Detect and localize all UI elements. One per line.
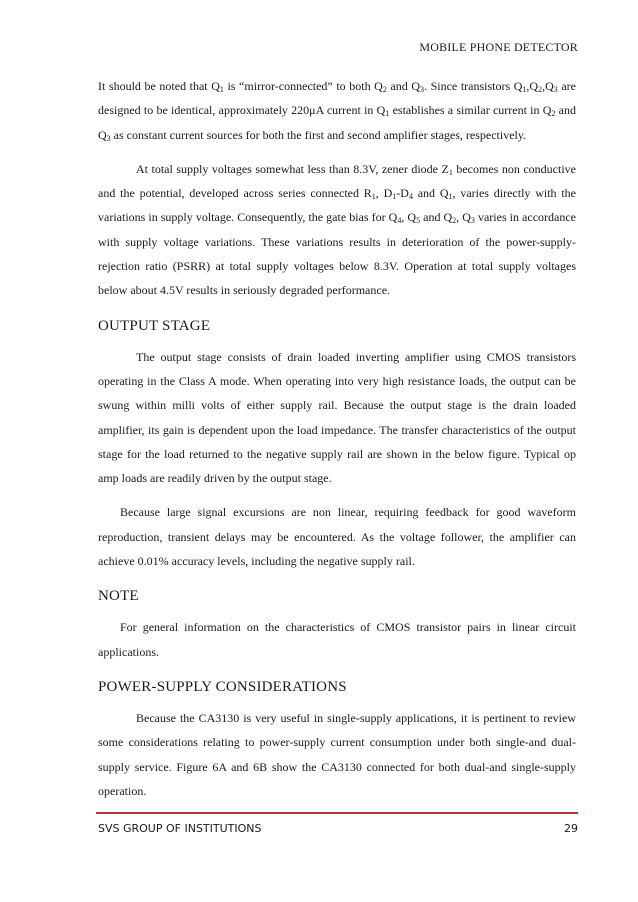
footer-institution: SVS GROUP OF INSTITUTIONS	[98, 822, 262, 835]
paragraph-note: For general information on the characteristics of CMOS transistor pairs in linear circuit applications.	[98, 620, 576, 659]
paragraph-mirror-connection: It should be noted that $Q_1$ is “mirror-connected” to both $Q_2$ and $Q_3$. Since transistors $Q_1,Q_2,Q_3$ are designed to be identical, approximately 220μA current in $Q_1$ establishes a similar current in $Q_2$ and $Q_3$ as constant current sources for both the first and second amplifier stages, respectively.	[98, 79, 577, 143]
footer-divider	[96, 812, 578, 814]
running-header: MOBILE PHONE DETECTOR	[419, 40, 578, 54]
paragraph-output-stage: The output stage consists of drain loaded inverting amplifier using CMOS transistors operating in the Class A mode. When operating into very high resistance loads, the output can be swung within milli volts of either supply rail. Because the output stage is the drain loaded amplifier, its gain is dependent upon the load impedance. The transfer characteristics of the output stage for the load returned to the negative supply rail are shown in the below figure. Typical op amp loads are readily driven by the output stage.	[98, 349, 576, 486]
section-heading-note: NOTE	[98, 588, 139, 605]
page-body	[98, 74, 576, 803]
section-heading-power-supply: POWER-SUPPLY CONSIDERATIONS	[98, 678, 347, 695]
paragraph-supply-voltage: At total supply voltages somewhat less than 8.3V, zener diode $Z_1$ becomes non conductive and the potential, developed across series connected $R_1$, $D_1-D_4$ and $Q_1$, varies directly with the variations in supply voltage. Consequently, the gate bias for $Q_4$, $Q_5$ and $Q_2$, $Q_3$ varies in accordance with supply voltage variations. These variations results in deterioration of the power-supply-rejection ratio (PSRR) at total supply voltages below 8.3V. Operation at total supply voltages below about 4.5V results in seriously degraded performance.	[98, 161, 577, 298]
paragraph-power-supply: Because the CA3130 is very useful in single-supply applications, it is pertinent to review some considerations relating to power-supply current consumption under both single-and dual-supply service. Figure 6A and 6B show the CA3130 connected for both dual-and single-supply operation.	[98, 710, 576, 798]
paragraph-signal-excursions: Because large signal excursions are non linear, requiring feedback for good waveform reproduction, transient delays may be encountered. As the voltage follower, the amplifier can achieve 0.01% accuracy levels, including the negative supply rail.	[98, 505, 576, 569]
section-heading-output-stage: OUTPUT STAGE	[98, 317, 211, 334]
page-number: 29	[564, 822, 578, 835]
